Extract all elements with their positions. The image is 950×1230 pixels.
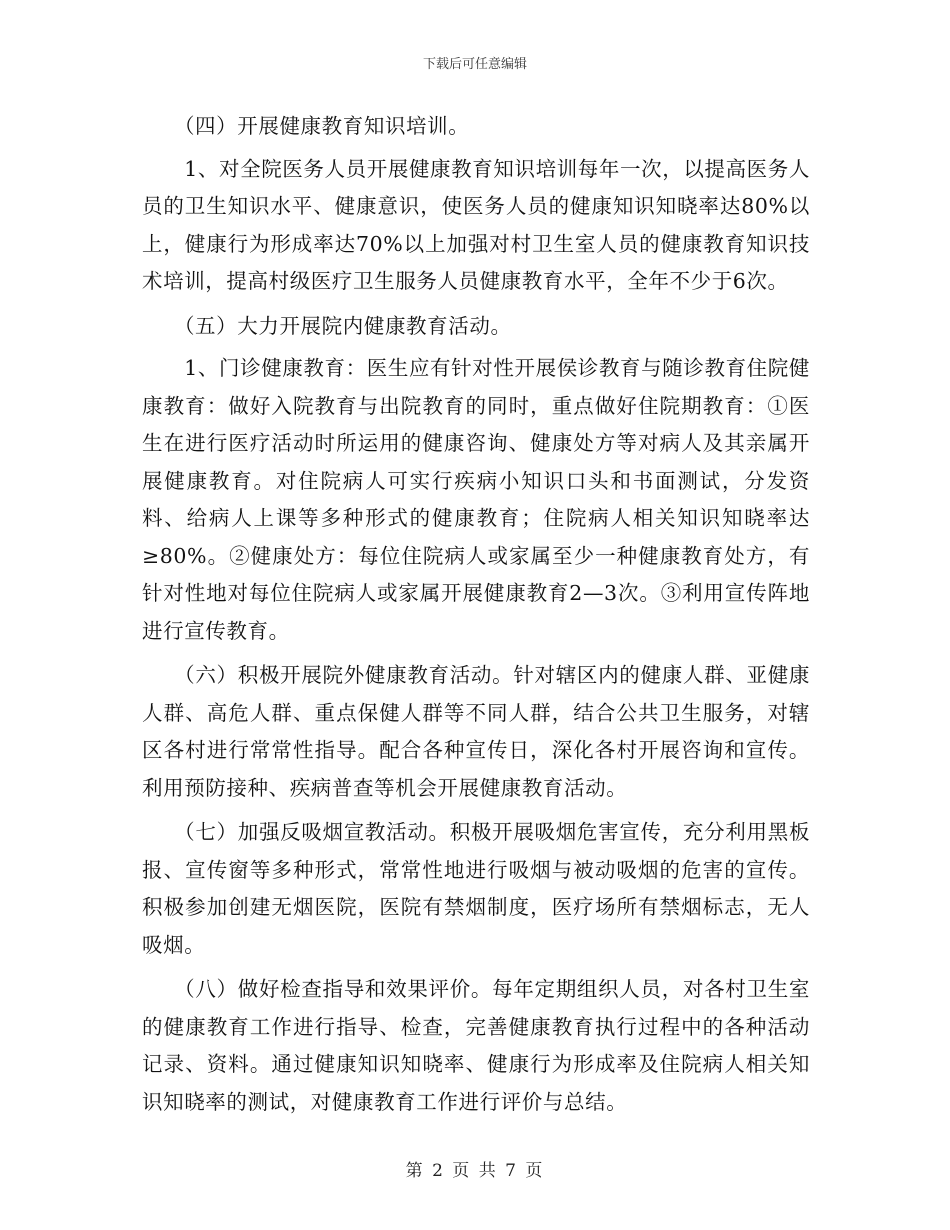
section-4-item-1: 1、对全院医务人员开展健康教育知识培训每年一次，以提高医务人员的卫生知识水平、健康意识，使医务人员的健康知识知晓率达80%以上，健康行为形成率达70%以上加强对村卫生室人员的健康教育知识技术培训，提高村级医疗卫生服务人员健康教育水平，全年不少于6次。 [142,156,810,293]
section-4-heading: （四）开展健康教育知识培训。 [142,114,470,138]
page-number-footer: 第 2 页 共 7 页 [405,1161,545,1181]
page-header: 下载后可任意编辑 [422,57,527,72]
document-body [142,108,810,1121]
section-5-heading: （五）大力开展院内健康教育活动。 [142,313,512,338]
section-7-paragraph: （七）加强反吸烟宣教活动。积极开展吸烟危害宣传，充分利用黑板报、宣传窗等多种形式，常常性地进行吸烟与被动吸烟的危害的宣传。积极参加创建无烟医院，医院有禁烟制度，医疗场所有禁烟标志，无人吸烟。 [142,820,810,957]
section-5-item-1: 1、门诊健康教育：医生应有针对性开展侯诊教育与随诊教育住院健康教育：做好入院教育与出院教育的同时，重点做好住院期教育：①医生在进行医疗活动时所运用的健康咨询、健康处方等对病人及其亲属开展健康教育。对住院病人可实行疾病小知识口头和书面测试，分发资料、给病人上课等多种形式的健康教育；住院病人相关知识知晓率达≥80%。②健康处方：每位住院病人或家属至少一种健康教育处方，有针对性地对每位住院病人或家属开展健康教育2—3次。③利用宣传阵地进行宣传教育。 [142,356,810,643]
section-6-paragraph: （六）积极开展院外健康教育活动。针对辖区内的健康人群、亚健康人群、高危人群、重点保健人群等不同人群，结合公共卫生服务，对辖区各村进行常常性指导。配合各种宣传日，深化各村开展咨询和宣传。利用预防接种、疾病普查等机会开展健康教育活动。 [142,663,810,800]
section-8-paragraph: （八）做好检查指导和效果评价。每年定期组织人员，对各村卫生室的健康教育工作进行指导、检查，完善健康教育执行过程中的各种活动记录、资料。通过健康知识知晓率、健康行为形成率及住院病人相关知识知晓率的测试，对健康教育工作进行评价与总结。 [142,977,810,1114]
